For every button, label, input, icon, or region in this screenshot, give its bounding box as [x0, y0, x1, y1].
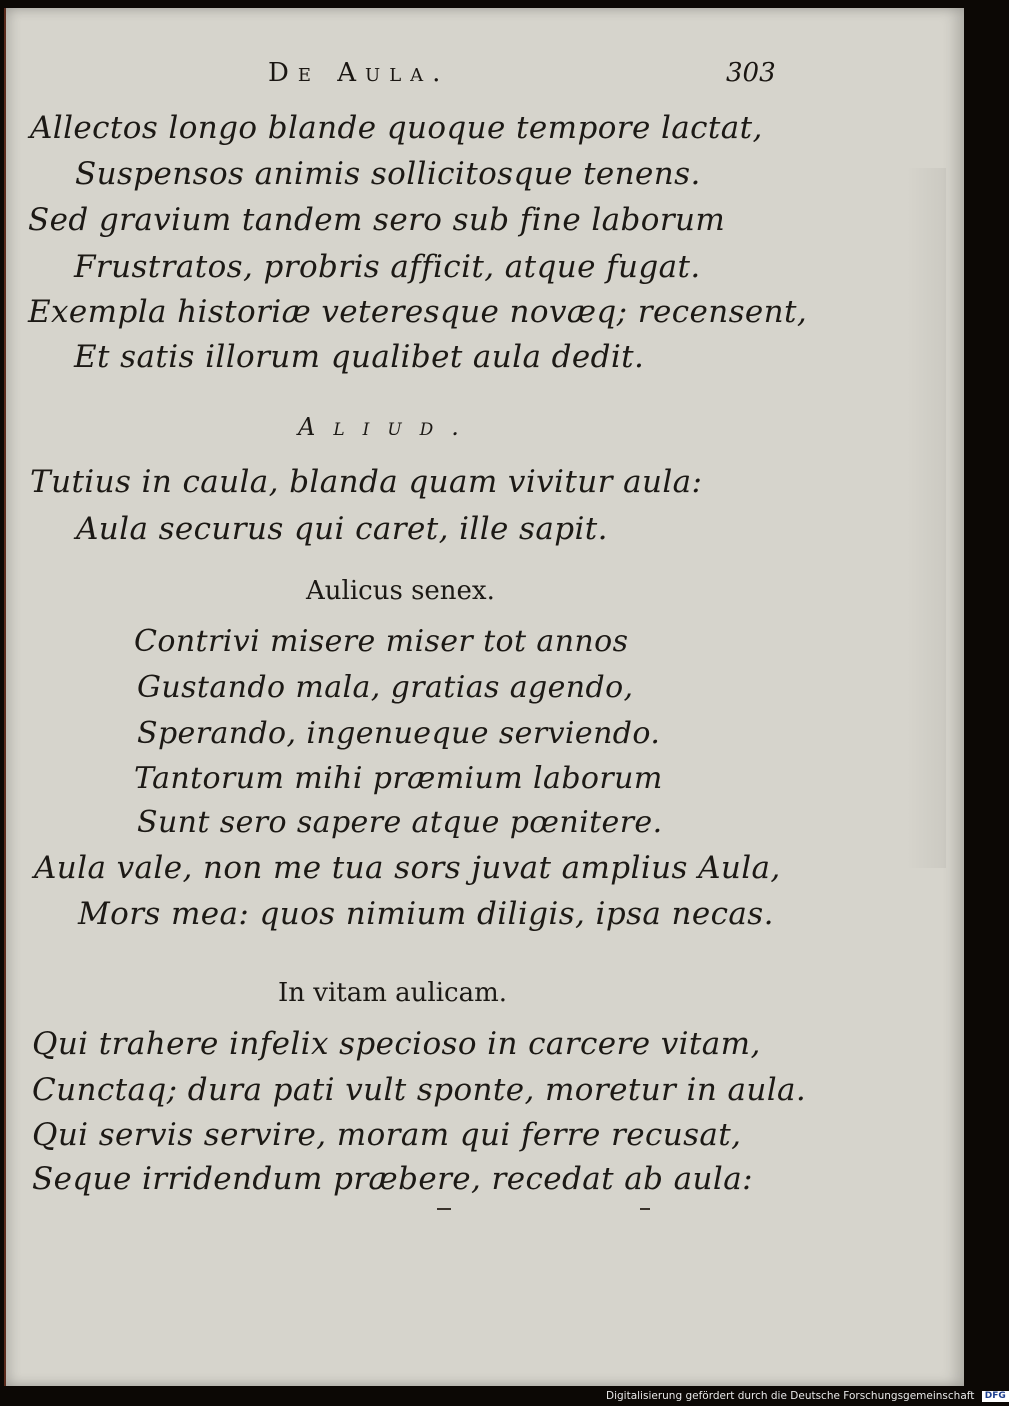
verse-line: Qui servis servire, moram qui ferre recusat,	[32, 1117, 742, 1153]
next-line-fragment-mark	[437, 1208, 451, 1210]
section-heading-aulicus-senex: Aulicus senex.	[306, 576, 495, 606]
verse-line: Seque irridendum præbere, recedat ab aula:	[32, 1161, 753, 1197]
verse-line: Gustando mala, gratias agendo,	[137, 670, 634, 705]
next-line-fragment-mark	[640, 1208, 650, 1210]
verse-line: Sed gravium tandem sero sub fine laborum	[28, 202, 726, 238]
verse-line: Et satis illorum qualibet aula dedit.	[74, 339, 645, 375]
verse-line: Cunctaq; dura pati vult sponte, moretur in aula.	[32, 1072, 807, 1108]
verse-line: Frustratos, probris afficit, atque fugat.	[74, 249, 701, 285]
section-heading-in-vitam-aulicam: In vitam aulicam.	[278, 978, 508, 1008]
verse-line: Qui trahere infelix specioso in carcere vitam,	[32, 1026, 761, 1062]
verse-line: Suspensos animis sollicitosque tenens.	[75, 156, 701, 192]
running-head: De Aula.	[268, 58, 450, 88]
section-heading-aliud: Aliud.	[298, 413, 477, 441]
verse-line: Aula securus qui caret, ille sapit.	[76, 511, 608, 547]
verse-line: Aula vale, non me tua sors juvat amplius Aula,	[34, 850, 781, 886]
verse-line: Mors mea: quos nimium diligis, ipsa necas.	[78, 896, 774, 932]
verse-line: Exempla historiæ veteresque novæq; recensent,	[28, 294, 808, 330]
dfg-logo: DFG	[982, 1391, 1009, 1402]
digitization-credit	[606, 1390, 1009, 1402]
verse-line: Sperando, ingenueque serviendo.	[137, 716, 661, 751]
verse-line: Tutius in caula, blanda quam vivitur aula:	[30, 464, 703, 500]
page-number: 303	[726, 58, 776, 88]
credit-text: Digitalisierung gefördert durch die Deutsche Forschungsgemeinschaft	[606, 1390, 975, 1402]
verse-line: Allectos longo blande quoque tempore lactat,	[30, 110, 763, 146]
show-through-shadow	[906, 168, 946, 868]
verse-line: Contrivi misere miser tot annos	[134, 624, 629, 659]
verse-line: Tantorum mihi præmium laborum	[134, 761, 663, 796]
verse-line: Sunt sero sapere atque pœnitere.	[137, 805, 663, 840]
